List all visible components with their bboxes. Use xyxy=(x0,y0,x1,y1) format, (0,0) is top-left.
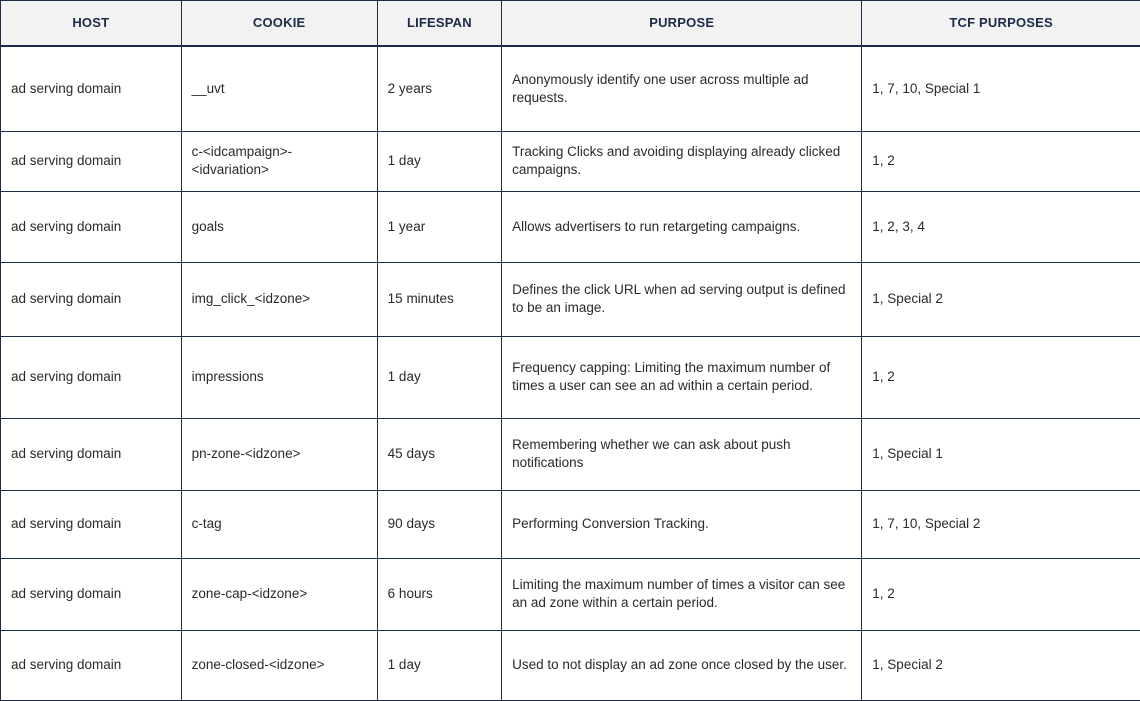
cell-cookie: zone-cap-<idzone> xyxy=(181,558,377,630)
cell-tcf: 1, 2, 3, 4 xyxy=(862,191,1140,262)
header-host: HOST xyxy=(1,1,182,47)
cell-tcf: 1, Special 2 xyxy=(862,262,1140,336)
cell-lifespan: 1 year xyxy=(377,191,501,262)
cell-host: ad serving domain xyxy=(1,630,182,700)
cell-lifespan: 90 days xyxy=(377,490,501,558)
cell-tcf: 1, Special 2 xyxy=(862,630,1140,700)
cell-tcf: 1, 2 xyxy=(862,336,1140,418)
cell-purpose: Tracking Clicks and avoiding displaying already clicked campaigns. xyxy=(502,131,862,191)
cell-lifespan: 15 minutes xyxy=(377,262,501,336)
table-row xyxy=(1,336,1140,418)
cell-lifespan: 6 hours xyxy=(377,558,501,630)
cell-cookie: pn-zone-<idzone> xyxy=(181,418,377,490)
cell-purpose: Anonymously identify one user across multiple ad requests. xyxy=(502,46,862,131)
cell-cookie: zone-closed-<idzone> xyxy=(181,630,377,700)
cell-lifespan: 1 day xyxy=(377,630,501,700)
cell-cookie: impressions xyxy=(181,336,377,418)
cell-cookie: img_click_<idzone> xyxy=(181,262,377,336)
table-row xyxy=(1,46,1140,131)
table-row xyxy=(1,490,1140,558)
cell-cookie: goals xyxy=(181,191,377,262)
cell-purpose: Defines the click URL when ad serving output is defined to be an image. xyxy=(502,262,862,336)
cell-lifespan: 2 years xyxy=(377,46,501,131)
cell-lifespan: 1 day xyxy=(377,131,501,191)
cell-host: ad serving domain xyxy=(1,131,182,191)
cell-purpose: Remembering whether we can ask about push notifications xyxy=(502,418,862,490)
cell-purpose: Performing Conversion Tracking. xyxy=(502,490,862,558)
cell-purpose: Limiting the maximum number of times a visitor can see an ad zone within a certain period. xyxy=(502,558,862,630)
table-body xyxy=(1,46,1140,700)
cell-host: ad serving domain xyxy=(1,418,182,490)
table-row xyxy=(1,630,1140,700)
cell-cookie: c-<idcampaign>-<idvariation> xyxy=(181,131,377,191)
cell-host: ad serving domain xyxy=(1,46,182,131)
cell-lifespan: 45 days xyxy=(377,418,501,490)
cell-host: ad serving domain xyxy=(1,490,182,558)
cell-tcf: 1, 2 xyxy=(862,131,1140,191)
cell-lifespan: 1 day xyxy=(377,336,501,418)
cell-tcf: 1, Special 1 xyxy=(862,418,1140,490)
cell-tcf: 1, 7, 10, Special 2 xyxy=(862,490,1140,558)
table-row xyxy=(1,418,1140,490)
cell-purpose: Used to not display an ad zone once closed by the user. xyxy=(502,630,862,700)
header-lifespan: LIFESPAN xyxy=(377,1,501,47)
cell-cookie: __uvt xyxy=(181,46,377,131)
header-cookie: COOKIE xyxy=(181,1,377,47)
cell-host: ad serving domain xyxy=(1,191,182,262)
header-row xyxy=(1,1,1140,47)
table-row xyxy=(1,131,1140,191)
cell-cookie: c-tag xyxy=(181,490,377,558)
header-purpose: PURPOSE xyxy=(502,1,862,47)
table-row xyxy=(1,558,1140,630)
cell-tcf: 1, 2 xyxy=(862,558,1140,630)
cell-host: ad serving domain xyxy=(1,336,182,418)
table-row xyxy=(1,191,1140,262)
cell-purpose: Allows advertisers to run retargeting campaigns. xyxy=(502,191,862,262)
header-tcf-purposes: TCF PURPOSES xyxy=(862,1,1140,47)
cell-tcf: 1, 7, 10, Special 1 xyxy=(862,46,1140,131)
cell-host: ad serving domain xyxy=(1,262,182,336)
table-header xyxy=(1,1,1140,47)
cell-purpose: Frequency capping: Limiting the maximum number of times a user can see an ad within a certain period. xyxy=(502,336,862,418)
table-row xyxy=(1,262,1140,336)
cell-host: ad serving domain xyxy=(1,558,182,630)
